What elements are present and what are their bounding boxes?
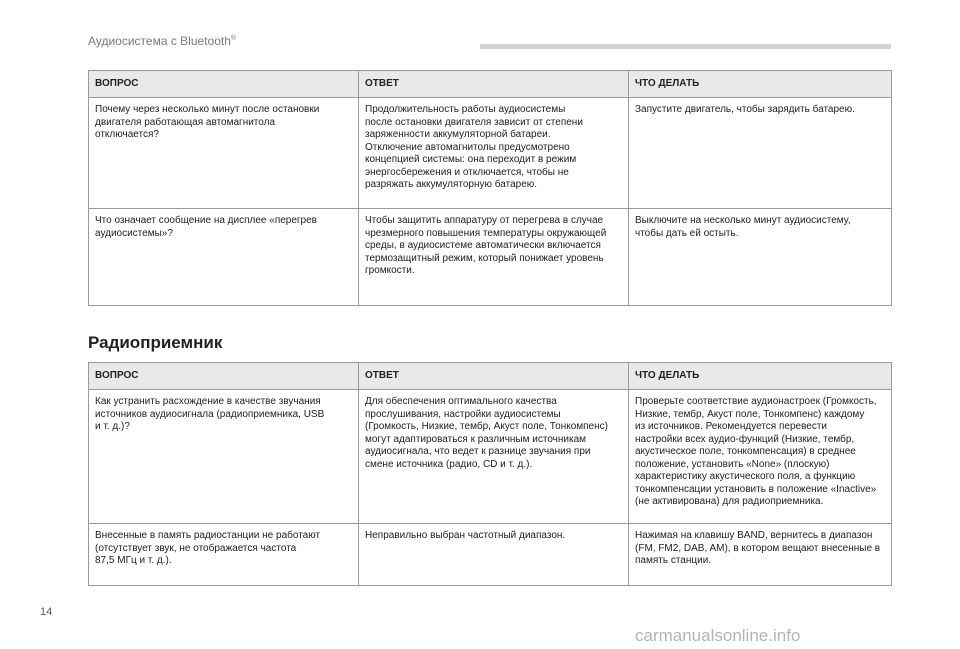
column-header-action: ЧТО ДЕЛАТЬ [629,363,892,390]
question-cell: Как устранить расхождение в качестве звучания источников аудиосигнала (радиоприемника, USB и т. д.)? [89,390,359,524]
section-title-radio: Радиоприемник [88,333,223,352]
table-row [89,524,892,586]
table-header-row [89,363,892,390]
column-header-question: ВОПРОС [89,71,359,98]
table-row [89,390,892,524]
table-header-row [89,71,892,98]
page-number: 14 [40,606,53,618]
header-rule [480,44,891,49]
troubleshooting-table-radio [88,362,892,586]
answer-cell: Продолжительность работы аудиосистемы после остановки двигателя зависит от степени заряженности аккумуляторной батареи. Отключение автомагнитолы предусмотрено концепцией системы: она переходит в режим энергосбережения и отключается, чтобы не разряжать аккумуляторную батарею. [359,98,629,209]
header-title-text: Аудиосистема с Bluetooth [88,34,231,48]
action-cell: Нажимая на клавишу BAND, вернитесь в диапазон (FM, FM2, DAB, AM), в котором вещают внесенные в память станции. [629,524,892,586]
column-header-answer: ОТВЕТ [359,71,629,98]
table-row [89,209,892,306]
action-cell: Проверьте соответствие аудионастроек (Громкость, Низкие, тембр, Акуст поле, Тонкомпенс) каждому из источников. Рекомендуется перевести настройки всех аудио-функций (Низкие, тембр, акустическое поле, тонкомпенсация) в среднее положение, установить «None» (плоскую) характеристику акустического поля, а функцию тонкомпенсации установить в положение «Inactive» (не активирована) для радиоприемника. [629,390,892,524]
column-header-question: ВОПРОС [89,363,359,390]
table-row [89,98,892,209]
column-header-action: ЧТО ДЕЛАТЬ [629,71,892,98]
registered-mark: ® [230,35,237,42]
column-header-answer: ОТВЕТ [359,363,629,390]
answer-cell: Чтобы защитить аппаратуру от перегрева в случае чрезмерного повышения температуры окружающей среды, в аудиосистеме автоматически включается термозащитный режим, который понижает уровень громкости. [359,209,629,306]
answer-cell: Неправильно выбран частотный диапазон. [359,524,629,586]
question-cell: Почему через несколько минут после остановки двигателя работающая автомагнитола отключается? [89,98,359,209]
troubleshooting-table-audio [88,70,892,306]
question-cell: Что означает сообщение на дисплее «перегрев аудиосистемы»? [89,209,359,306]
action-cell: Запустите двигатель, чтобы зарядить батарею. [629,98,892,209]
answer-cell: Для обеспечения оптимального качества прослушивания, настройки аудиосистемы (Громкость, Низкие, тембр, Акуст поле, Тонкомпенс) могут адаптироваться к различным источникам аудиосигнала, что ведет к разнице звучания при смене источника (радио, CD и т. д.). [359,390,629,524]
action-cell: Выключите на несколько минут аудиосистему, чтобы дать ей остыть. [629,209,892,306]
watermark-text: carmanualsonline.info [635,626,801,645]
page-header-title [88,34,236,48]
question-cell: Внесенные в память радиостанции не работают (отсутствует звук, не отображается частота 87,5 МГц и т. д.). [89,524,359,586]
